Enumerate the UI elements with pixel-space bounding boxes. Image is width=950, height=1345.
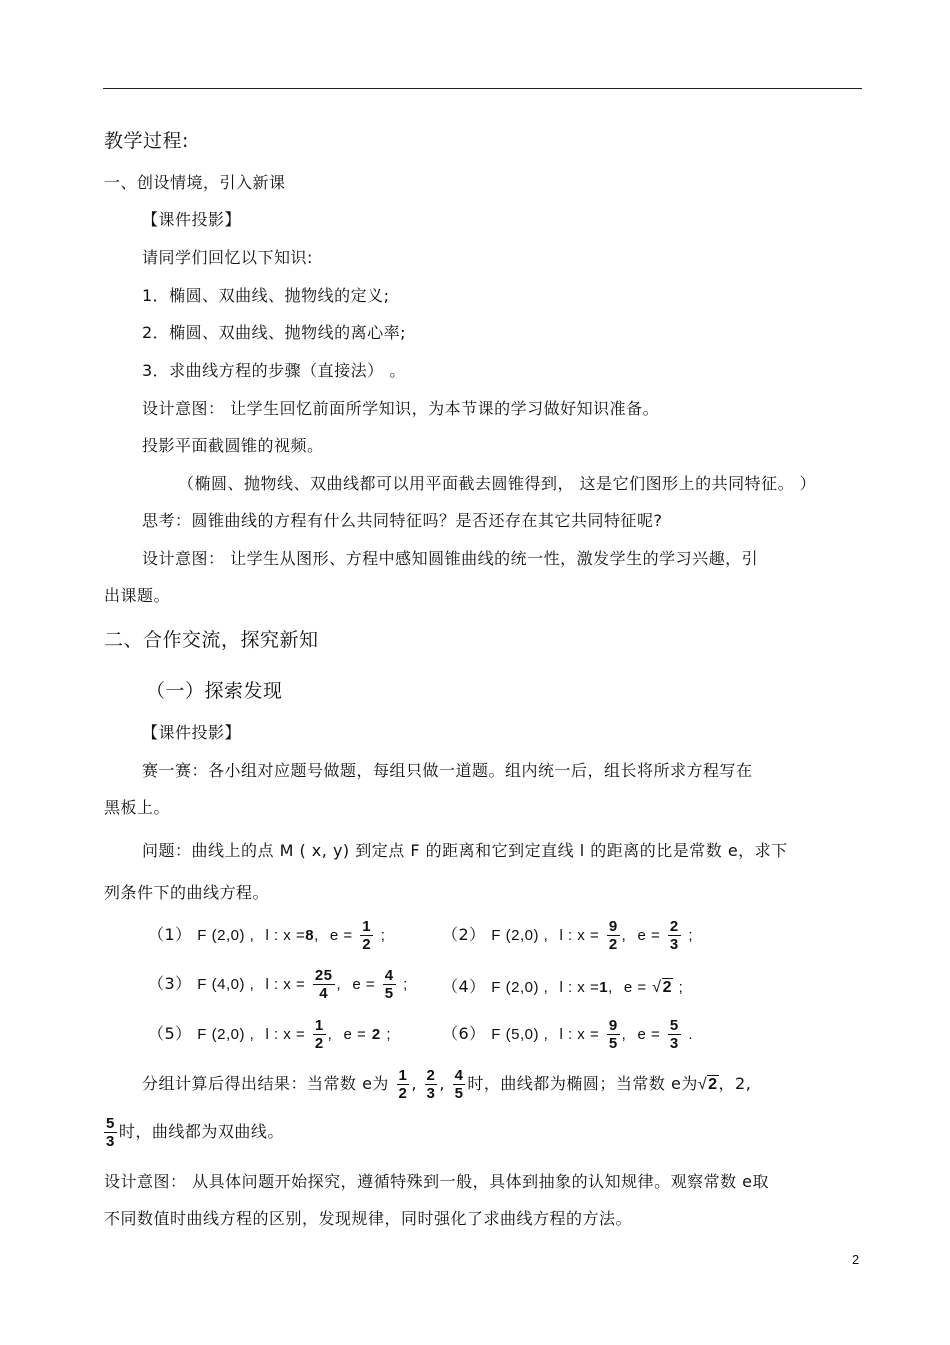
directrix-fraction: $\frac{9}{5}$: [608, 1017, 618, 1052]
page-number: 2: [852, 1252, 860, 1267]
directrix-fraction: $\frac{1}{2}$: [314, 1017, 324, 1052]
recall-prompt: 请同学们回忆以下知识:: [142, 248, 313, 267]
subsection-title: （一）探索发现: [146, 680, 283, 702]
focus-point: F (2,0) ,: [491, 927, 549, 944]
eccentricity-fraction: $\frac{2}{3}$: [669, 918, 679, 953]
heading: 教学过程:: [104, 130, 189, 152]
result-fraction: $\frac{1}{2}$: [398, 1067, 408, 1102]
case-index: （3）: [148, 974, 192, 993]
eccentricity-fraction: $\frac{4}{5}$: [384, 967, 394, 1002]
eccentricity-label: e =: [637, 1026, 661, 1043]
think-question: 思考：圆锥曲线的方程有什么共同特征吗？是否还存在其它共同特征呢?: [142, 511, 663, 530]
problem-text-cont: 列条件下的曲线方程。: [104, 883, 270, 902]
case-1: （1） F (2,0) , l : x =8, e = $\frac{1}{2}$ ;: [148, 918, 386, 953]
header-rule: [103, 88, 862, 89]
directrix: l : x =: [559, 979, 600, 996]
eccentricity-label: e =: [343, 1026, 367, 1043]
section2-title: 二、合作交流，探究新知: [104, 629, 319, 651]
directrix: l : x =: [265, 1026, 306, 1043]
eccentricity-label: e =: [352, 976, 376, 993]
case-index: （5）: [148, 1024, 192, 1043]
list-item: 3．求曲线方程的步骤（直接法） 。: [142, 361, 406, 380]
focus-point: F (2,0) ,: [491, 979, 549, 996]
problem-text: 问题：曲线上的点 M ( x, y) 到定点 F 的距离和它到定直线 l 的距离的比是常数 e，求下: [142, 841, 788, 860]
focus-point: F (4,0) ,: [197, 976, 255, 993]
paren-note: （椭圆、抛物线、双曲线都可以用平面截去圆锥得到， 这是它们图形上的共同特征。 ）: [178, 474, 817, 493]
result-fraction: $\frac{2}{3}$: [426, 1067, 436, 1102]
eccentricity-label: e =: [329, 927, 353, 944]
focus-point: F (5,0) ,: [491, 1026, 549, 1043]
case-5: （5） F (2,0) , l : x = $\frac{1}{2}$ , e = 2 ;: [148, 1017, 391, 1052]
eccentricity-fraction: $\frac{5}{3}$: [669, 1017, 679, 1052]
section1-title: 一、创设情境，引入新课: [104, 173, 286, 192]
result-fraction: $\frac{5}{3}$: [106, 1115, 115, 1150]
result-text: 分组计算后得出结果：当常数 e为 $\frac{1}{2}$ , $\frac{2}{3}$ , $\frac{4}{5}$ 时，曲线都为椭圆；当常数 e为√2，2,: [142, 1067, 752, 1102]
slide-tag: 【课件投影】: [142, 210, 242, 229]
directrix-fraction: $\frac{9}{2}$: [608, 918, 618, 953]
case-index: （1）: [148, 925, 192, 944]
list-item: 1．椭圆、双曲线、抛物线的定义;: [142, 286, 390, 305]
case-index: （2）: [442, 925, 486, 944]
directrix: l : x =: [265, 976, 306, 993]
case-index: （6）: [442, 1024, 486, 1043]
directrix: l : x =: [265, 927, 306, 944]
result-text-cont: $\frac{5}{3}$ 时，曲线都为双曲线。: [106, 1115, 284, 1150]
directrix: l : x =: [559, 927, 600, 944]
directrix-value: 8: [305, 927, 315, 944]
eccentricity-label: e =: [637, 927, 661, 944]
focus-point: F (2,0) ,: [197, 927, 255, 944]
eccentricity-value: 2: [371, 1026, 381, 1043]
design-intent-cont: 不同数值时曲线方程的区别，发现规律，同时强化了求曲线方程的方法。: [104, 1209, 633, 1228]
eccentricity-fraction: $\frac{1}{2}$: [362, 918, 372, 953]
list-item: 2．椭圆、双曲线、抛物线的离心率;: [142, 323, 407, 342]
directrix: l : x =: [559, 1026, 600, 1043]
case-index: （4）: [442, 977, 486, 996]
sqrt-expression: √2: [652, 979, 672, 996]
case-4: （4） F (2,0) , l : x =1, e = √2 ;: [442, 976, 683, 999]
result-fraction: $\frac{4}{5}$: [454, 1067, 464, 1102]
design-intent: 设计意图： 让学生回忆前面所学知识，为本节课的学习做好知识准备。: [142, 399, 660, 418]
design-intent: 设计意图： 从具体问题开始探究，遵循特殊到一般，具体到抽象的认知规律。观察常数 e取: [104, 1172, 770, 1191]
directrix-value: 1: [599, 979, 609, 996]
contest-text-cont: 黑板上。: [104, 798, 171, 817]
contest-text: 赛一赛：各小组对应题号做题，每组只做一道题。组内统一后，组长将所求方程写在: [142, 761, 753, 780]
directrix-fraction: $\frac{25}{4}$: [314, 967, 333, 1002]
case-6: （6） F (5,0) , l : x = $\frac{9}{5}$ , e = $\frac{5}{3}$ .: [442, 1017, 693, 1052]
eccentricity-label: e =: [623, 979, 647, 996]
case-2: （2） F (2,0) , l : x = $\frac{9}{2}$ , e = $\frac{2}{3}$ ;: [442, 918, 693, 953]
focus-point: F (2,0) ,: [197, 1026, 255, 1043]
slide-tag: 【课件投影】: [142, 723, 242, 742]
case-3: （3） F (4,0) , l : x = $\frac{25}{4}$ , e = $\frac{4}{5}$ ;: [148, 967, 408, 1002]
video-note: 投影平面截圆锥的视频。: [142, 436, 324, 455]
sqrt-expression: √2: [697, 1076, 718, 1093]
design-intent-cont: 出课题。: [104, 586, 171, 605]
design-intent: 设计意图： 让学生从图形、方程中感知圆锥曲线的统一性，激发学生的学习兴趣，引: [142, 549, 759, 568]
